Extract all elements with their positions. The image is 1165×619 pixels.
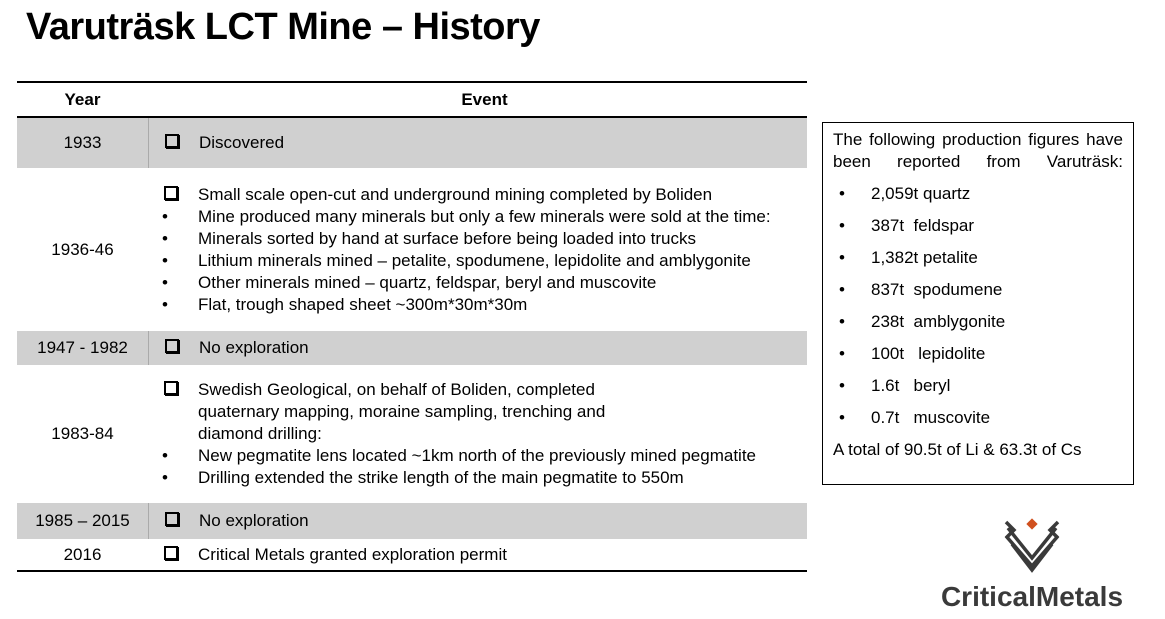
event-item bbox=[162, 544, 807, 566]
bullet-icon: • bbox=[162, 272, 168, 292]
production-item bbox=[833, 311, 1123, 333]
production-item bbox=[833, 279, 1123, 301]
event-cell bbox=[149, 132, 807, 154]
year-cell: 1933 bbox=[17, 118, 149, 168]
production-text: 837t spodumene bbox=[871, 280, 1003, 299]
event-item bbox=[162, 206, 807, 228]
production-text: 1,382t petalite bbox=[871, 248, 978, 267]
production-item bbox=[833, 215, 1123, 237]
year-cell: 1947 - 1982 bbox=[17, 331, 149, 365]
production-item bbox=[833, 375, 1123, 397]
table-row bbox=[17, 118, 807, 168]
production-total: A total of 90.5t of Li & 63.3t of Cs bbox=[833, 440, 1082, 459]
production-intro: The following production figures have been reported from Varuträsk: bbox=[833, 130, 1123, 171]
bullet-icon: • bbox=[162, 446, 168, 465]
event-cell bbox=[149, 337, 807, 359]
history-table bbox=[17, 81, 807, 572]
year-cell: 1985 – 2015 bbox=[17, 503, 149, 539]
event-item bbox=[162, 445, 807, 467]
event-item bbox=[162, 228, 807, 250]
bullet-icon: • bbox=[839, 376, 845, 395]
event-text: Mine produced many minerals but only a few minerals were sold at the time: bbox=[198, 206, 771, 226]
production-text: 238t amblygonite bbox=[871, 312, 1006, 331]
checkbox-bullet-icon bbox=[165, 134, 179, 148]
table-row bbox=[17, 168, 807, 331]
production-text: 100t lepidolite bbox=[871, 344, 986, 363]
event-text: Discovered bbox=[199, 133, 285, 152]
checkbox-bullet-icon bbox=[164, 186, 178, 200]
event-cell bbox=[148, 379, 807, 489]
production-item bbox=[833, 407, 1123, 429]
checkbox-bullet-icon bbox=[165, 512, 179, 526]
event-text: Flat, trough shaped sheet ~300m*30m*30m bbox=[198, 294, 528, 314]
table-row bbox=[17, 503, 807, 539]
bullet-icon: • bbox=[162, 468, 168, 487]
event-text: Minerals sorted by hand at surface before being loaded into trucks bbox=[198, 228, 697, 248]
year-cell: 1936-46 bbox=[51, 239, 114, 259]
event-item bbox=[163, 132, 807, 154]
event-item bbox=[162, 379, 807, 445]
event-text: Critical Metals granted exploration permit bbox=[198, 544, 507, 564]
page-title: Varuträsk LCT Mine – History bbox=[26, 6, 540, 48]
bullet-icon: • bbox=[162, 228, 168, 248]
event-text: Other minerals mined – quartz, feldspar, beryl and muscovite bbox=[198, 272, 657, 292]
production-text: 0.7t muscovite bbox=[871, 408, 991, 427]
event-text: New pegmatite lens located ~1km north of the previously mined pegmatite bbox=[198, 446, 756, 465]
production-item bbox=[833, 247, 1123, 269]
chevron-logo-icon bbox=[1002, 518, 1062, 574]
event-item bbox=[163, 510, 807, 532]
event-item bbox=[162, 467, 807, 489]
event-item bbox=[162, 294, 807, 316]
header-event: Event bbox=[461, 89, 508, 109]
bullet-icon: • bbox=[162, 250, 168, 270]
checkbox-bullet-icon bbox=[164, 546, 178, 560]
bullet-icon: • bbox=[839, 312, 845, 331]
year-cell: 2016 bbox=[63, 544, 102, 564]
bullet-icon: • bbox=[839, 344, 845, 363]
production-item bbox=[833, 343, 1123, 365]
event-item bbox=[162, 250, 807, 272]
table-row bbox=[17, 539, 807, 570]
year-cell: 1983-84 bbox=[51, 424, 114, 443]
production-text: 2,059t quartz bbox=[871, 184, 971, 203]
header-year: Year bbox=[64, 89, 101, 109]
event-text: No exploration bbox=[199, 511, 309, 530]
event-cell bbox=[149, 510, 807, 532]
bullet-icon: • bbox=[839, 248, 845, 267]
checkbox-bullet-icon bbox=[164, 381, 178, 395]
logo-wordmark: CriticalMetals bbox=[940, 581, 1124, 612]
bullet-icon: • bbox=[162, 294, 168, 314]
production-text: 387t feldspar bbox=[871, 216, 975, 235]
production-text: 1.6t beryl bbox=[871, 376, 951, 395]
event-text: Drilling extended the strike length of the main pegmatite to 550m bbox=[198, 468, 684, 487]
bullet-icon: • bbox=[839, 216, 845, 235]
table-row bbox=[17, 365, 807, 503]
production-item bbox=[833, 183, 1123, 205]
event-cell bbox=[148, 544, 807, 566]
bullet-icon: • bbox=[839, 184, 845, 203]
table-row bbox=[17, 331, 807, 365]
production-box bbox=[822, 122, 1134, 485]
event-item bbox=[163, 337, 807, 359]
bullet-icon: • bbox=[162, 206, 168, 226]
bullet-icon: • bbox=[839, 408, 845, 427]
table-header bbox=[17, 83, 807, 118]
critical-metals-logo bbox=[922, 518, 1142, 613]
event-text: Swedish Geological, on behalf of Boliden, completed quaternary mapping, moraine sampling, trenching and diamond drilling: bbox=[198, 380, 606, 443]
checkbox-bullet-icon bbox=[165, 339, 179, 353]
event-item bbox=[162, 272, 807, 294]
event-text: Small scale open-cut and underground mining completed by Boliden bbox=[198, 184, 713, 204]
event-text: Lithium minerals mined – petalite, spodumene, lepidolite and amblygonite bbox=[198, 250, 751, 270]
event-cell bbox=[148, 184, 807, 316]
event-text: No exploration bbox=[199, 338, 309, 357]
event-item bbox=[162, 184, 807, 206]
bullet-icon: • bbox=[839, 280, 845, 299]
